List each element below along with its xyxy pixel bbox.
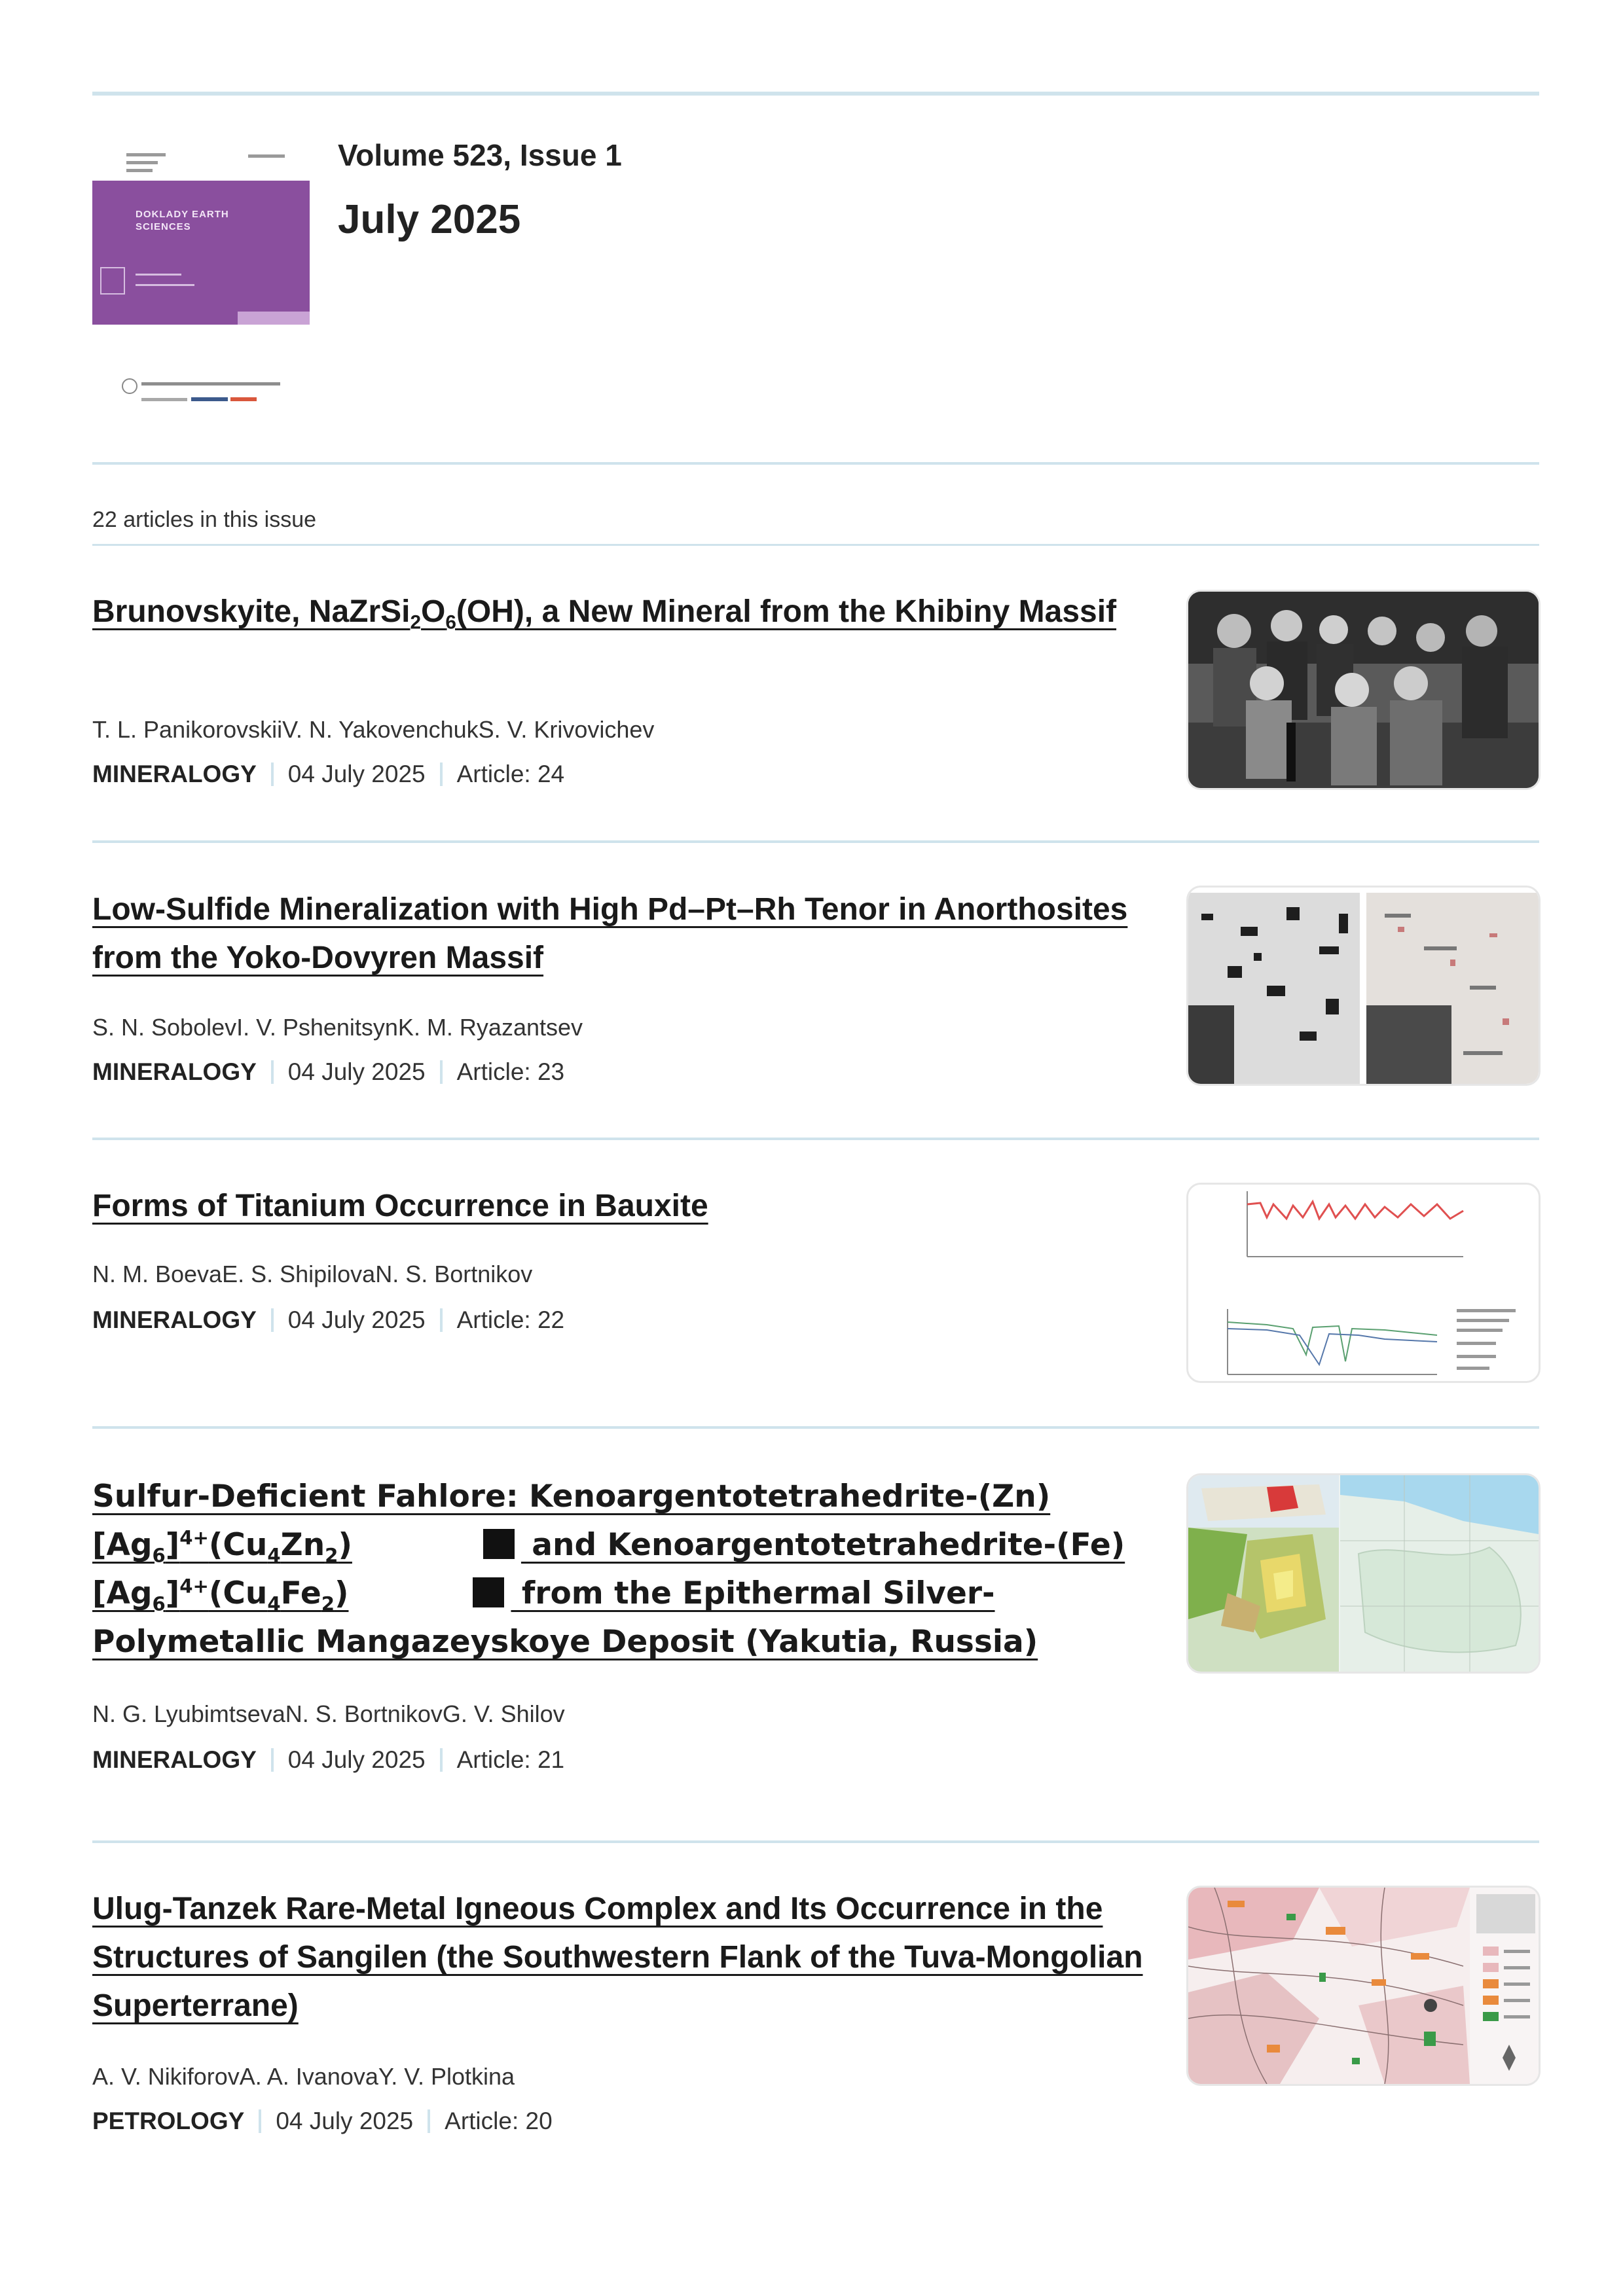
geologic-map-thumbnail[interactable] [1186, 1473, 1541, 1674]
article-divider [92, 840, 1539, 843]
cover-title: DOKLADY EARTH SCIENCES [136, 209, 229, 232]
article-category-link[interactable]: MINERALOGY [92, 1306, 257, 1333]
article-number: Article: 23 [456, 1058, 565, 1085]
article-category-link[interactable]: MINERALOGY [92, 1058, 257, 1085]
article-count: 22 articles in this issue [92, 507, 317, 532]
spectra-chart-thumbnail[interactable] [1186, 1183, 1541, 1383]
article-divider [92, 1426, 1539, 1429]
article-meta [92, 1306, 564, 1334]
publisher-emblem-icon [122, 378, 137, 394]
structural-map-thumbnail[interactable] [1186, 1886, 1541, 2086]
article-title-link[interactable]: Forms of Titanium Occurrence in Bauxite [92, 1189, 708, 1223]
cover-badge [100, 267, 125, 295]
article-authors: S. N. SobolevI. V. PshenitsynK. M. Ryazantsev [92, 1014, 583, 1041]
article-title-link[interactable]: Ulug-Tanzek Rare-Metal Igneous Complex and Its Occurrence in the Structures of Sangilen (the Southwestern Flank of the Tuva-Mongolian Superterrane) [92, 1892, 1143, 2023]
article-number: Article: 24 [456, 761, 565, 787]
article-authors: T. L. PanikorovskiiV. N. YakovenchukS. V. Krivovichev [92, 716, 655, 743]
article-date: 04 July 2025 [287, 761, 426, 787]
article-number: Article: 21 [456, 1746, 565, 1773]
article-title-link[interactable]: Low-Sulfide Mineralization with High Pd–Pt–Rh Tenor in Anorthosites from the Yoko-Dovyren Massif [92, 892, 1128, 975]
cover-top-band [92, 139, 310, 181]
article-divider [92, 1138, 1539, 1140]
article-authors: A. V. NikiforovA. A. IvanovaY. V. Plotkina [92, 2063, 515, 2090]
article-date: 04 July 2025 [287, 1306, 426, 1333]
article-date: 04 July 2025 [287, 1058, 426, 1085]
article-meta [92, 761, 564, 788]
article-authors: N. M. BoevaE. S. ShipilovaN. S. Bortnikov [92, 1261, 533, 1287]
article-category-link[interactable]: MINERALOGY [92, 761, 257, 787]
article-date: 04 July 2025 [276, 2108, 414, 2134]
article-meta [92, 1058, 564, 1086]
article-number: Article: 20 [445, 2108, 553, 2134]
article-meta [92, 1746, 564, 1774]
journal-cover-image[interactable] [92, 139, 310, 325]
article-category-link[interactable]: PETROLOGY [92, 2108, 245, 2134]
article-divider [92, 1840, 1539, 1843]
article-number: Article: 22 [456, 1306, 565, 1333]
header-divider [92, 462, 1539, 465]
publisher-logo [122, 377, 282, 410]
group-photo-thumbnail[interactable] [1186, 590, 1541, 790]
microscopy-thumbnail[interactable] [1186, 886, 1541, 1086]
article-meta [92, 2108, 553, 2135]
missing-formula-glyph [483, 1529, 515, 1559]
article-title-link[interactable]: Brunovskyite, $NaZrSi_2O_6(OH)$, a New Mineral from the Khibiny Massif [92, 594, 1117, 634]
list-divider [92, 544, 1539, 546]
article-category-link[interactable]: MINERALOGY [92, 1746, 257, 1773]
missing-formula-glyph [473, 1577, 504, 1607]
issue-date-heading: July 2025 [338, 197, 521, 242]
article-title-link[interactable]: Sulfur-Deficient Fahlore: Kenoargentotetrahedrite-(Zn) $[Ag_6]^{4+}(Cu_4Zn_2)$ and Kenoargentotetrahedrite-(Fe) $[Ag_6]^{4+}(Cu_4Fe_2)$ from the Epithermal Silver-Polymetallic Mangazeyskoye Deposit (Yakutia, Russia) [92, 1479, 1125, 1660]
article-authors: N. G. LyubimtsevaN. S. BortnikovG. V. Shilov [92, 1700, 565, 1727]
volume-issue-heading: Volume 523, Issue 1 [338, 138, 622, 172]
cover-bottom-band [238, 312, 310, 325]
top-divider [92, 92, 1539, 96]
article-date: 04 July 2025 [287, 1746, 426, 1773]
